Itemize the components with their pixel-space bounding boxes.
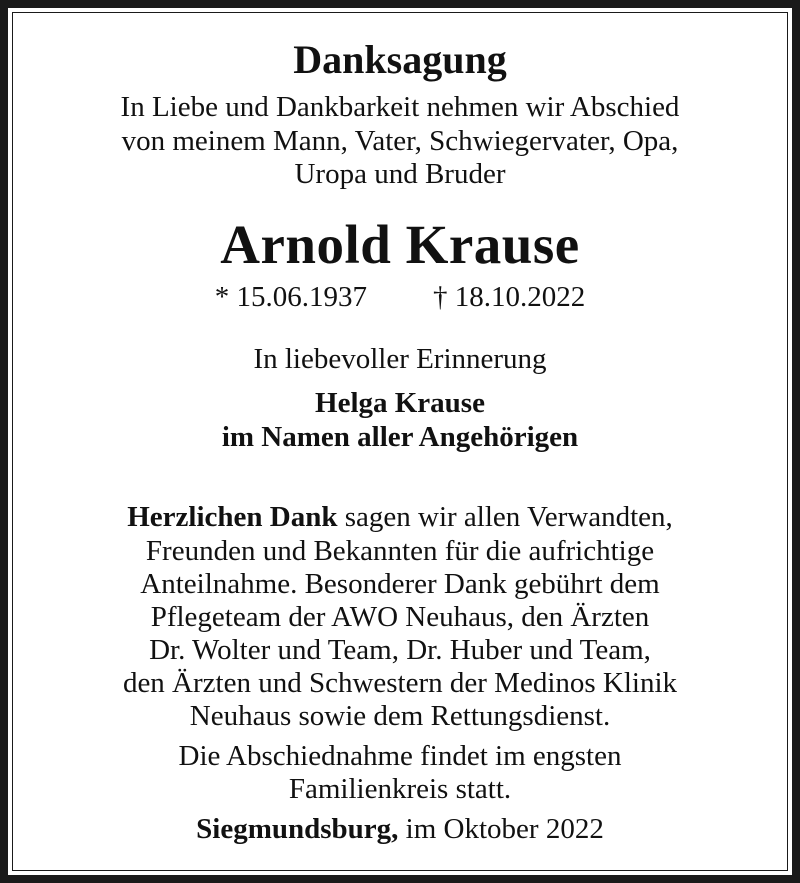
deceased-name: Arnold Krause (220, 214, 580, 275)
thanks-line: Pflegeteam der AWO Neuhaus, den Ärzten (150, 601, 650, 633)
farewell-line: Familienkreis statt. (288, 773, 512, 805)
farewell-line: Die Abschiednahme findet im engsten (178, 740, 622, 772)
memory-line: In liebevoller Erinnerung (253, 343, 547, 375)
intro-line: In Liebe und Dankbarkeit nehmen wir Abschied (120, 91, 680, 123)
life-dates (0, 283, 800, 312)
closing-place: Siegmundsburg, (196, 813, 399, 845)
thanks-line: Freunden und Bekannten für die aufrichtige (145, 535, 655, 567)
intro-line: von meinem Mann, Vater, Schwiegervater, Opa, (121, 125, 679, 157)
thanks-lead-rest: sagen wir allen Verwandten, (337, 501, 673, 533)
thanks-line: Dr. Wolter und Team, Dr. Huber und Team, (149, 634, 651, 666)
closing-line (0, 815, 800, 844)
signer-name: Helga Krause (315, 387, 485, 419)
intro-line: Uropa und Bruder (294, 158, 506, 190)
thanks-line: den Ärzten und Schwestern der Medinos Klinik (122, 667, 678, 699)
thanks-lead-line (0, 503, 800, 532)
notice-title: Danksagung (293, 37, 507, 82)
thanks-line: Anteilnahme. Besonderer Dank gebührt dem (140, 568, 660, 600)
birth-date: * 15.06.1937 (214, 281, 367, 313)
closing-date: im Oktober 2022 (398, 813, 604, 845)
death-date: † 18.10.2022 (433, 281, 586, 313)
thanks-line: Neuhaus sowie dem Rettungsdienst. (189, 700, 611, 732)
signer-family: im Namen aller Angehörigen (221, 421, 579, 453)
thanks-lead-bold: Herzlichen Dank (127, 501, 338, 533)
